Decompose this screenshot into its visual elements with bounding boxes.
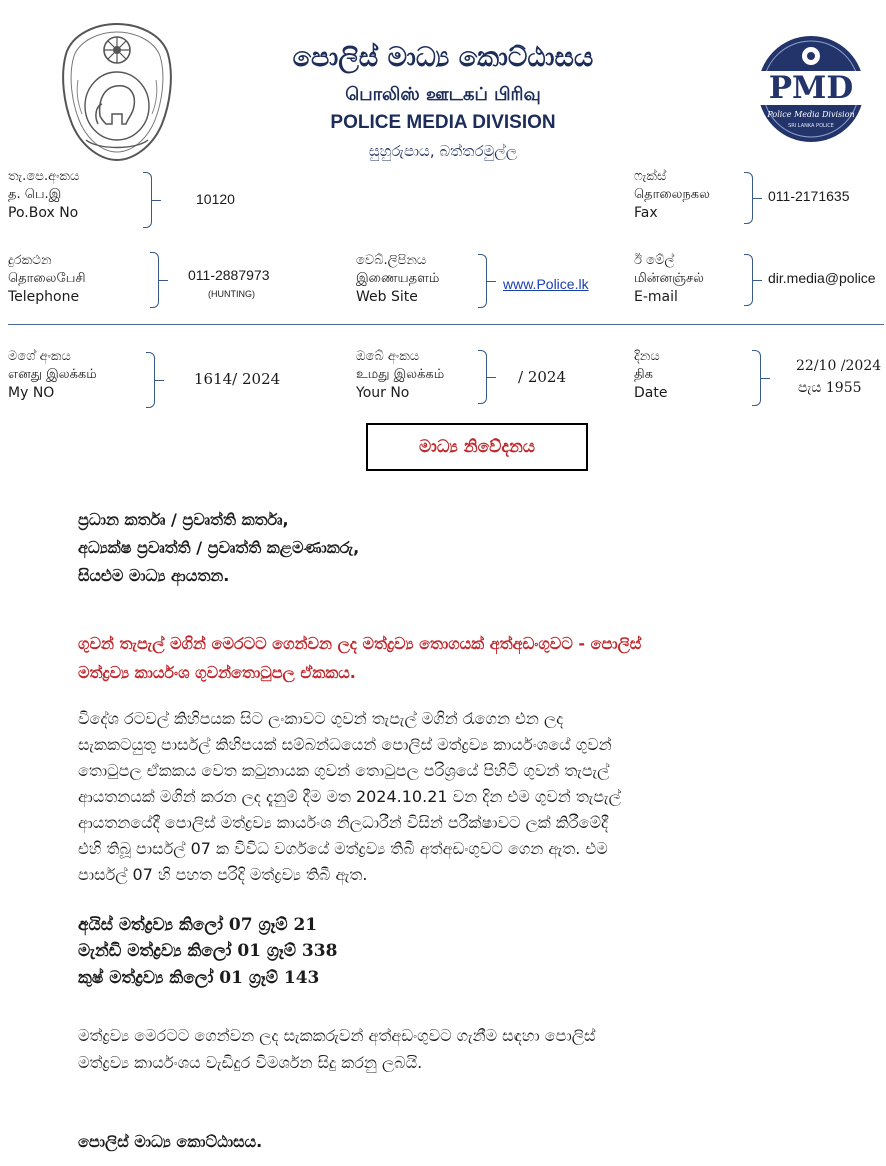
website-label-si: වෙබ්.ලිපිනය (356, 253, 427, 268)
pobox-label-ta: த. பெ.இ (8, 187, 62, 202)
your-no-value: / 2024 (518, 368, 566, 386)
my-no-label-block (8, 348, 97, 402)
drug-quantity-line: කුෂ් මත්ද්‍රව්‍ය කිලෝ 01 ග්‍රෑම් 143 (78, 968, 320, 988)
pmd-logo-text: PMD (752, 71, 870, 105)
body-paragraph-line: පාර්සල් 07 හි පහත පරිදි මත්ද්‍රව්‍ය තිබී ඇත. (78, 865, 368, 884)
notice-title-box (366, 423, 588, 471)
pobox-label-en: Po.Box No (8, 205, 79, 221)
your-no-label-en: Your No (356, 385, 410, 401)
date-label-block (634, 348, 667, 402)
your-no-label-si: ඔබේ අංකය (356, 349, 420, 364)
date-bracket (752, 350, 761, 406)
email-label-en: E-mail (634, 289, 678, 305)
pobox-value: 10120 (196, 191, 235, 207)
email-bracket (744, 254, 753, 306)
website-label-en: Web Site (356, 289, 418, 305)
website-link[interactable]: www.Police.lk (503, 276, 589, 292)
body-paragraph-line: ආයතනයක් මගින් කරන ලද දැනුම් දීම මත 2024.10.21 වන දින එම ගුවන් තැපැල් (78, 787, 621, 806)
org-title-sinhala: පොලිස් මාධ්‍ය කොට්ඨාසය (292, 42, 594, 73)
org-title-tamil: பொலிஸ் ஊடகப் பிரிவு (345, 84, 541, 105)
your-no-bracket (478, 350, 487, 404)
date-label-ta: திக (634, 367, 653, 382)
body-paragraph-line: ආයතනයේදී පොලිස් මත්ද්‍රව්‍ය කාර්යංශ නිලධාරීන් විසින් පරීක්ෂාවට ලක් කිරීමේදී (78, 813, 609, 832)
pmd-logo-sub-text: SRI LANKA POLICE (788, 123, 834, 129)
telephone-label-si: දුරකථන (8, 253, 52, 268)
closing-paragraph-line: මත්ද්‍රව්‍ය මෙරටට ගෙන්වන ලද සැකකරුවන් අත්අඩංගුවට ගැනීම සඳහා පොලිස් (78, 1026, 596, 1045)
pmd-logo-ring-text: Police Media Division (767, 110, 855, 119)
date-label-si: දිනය (634, 349, 660, 364)
email-value: dir.media@police (768, 270, 876, 286)
fax-bracket (744, 172, 753, 224)
body-paragraph-line: සැකකටයුතු පාර්සල් කිහිපයක් සම්බන්ධයෙන් පොලිස් මත්ද්‍රව්‍ය කාර්යංශයේ ගුවන් (78, 735, 612, 754)
fax-value: 011-2171635 (768, 188, 850, 204)
telephone-value: 011-2887973 (188, 267, 270, 283)
my-no-label-si: මගේ අංකය (8, 349, 71, 364)
date-label-en: Date (634, 385, 668, 401)
press-release-heading-line: ගුවන් තැපැල් මගින් මෙරටට ගෙන්වන ලද මත්ද්‍රව්‍ය තොගයක් අත්අඩංගුවට - පොලිස් (78, 634, 642, 653)
my-no-label-ta: எனது இலக்கம் (8, 367, 97, 382)
body-paragraph-line: තොටුපල ඒකකය වෙත කටුනායක ගුවන් තොටුපල පරිශ්‍රයේ පිහිටි ගුවන් තැපැල් (78, 761, 610, 780)
notice-title: මාධ්‍ය නිවේදනය (419, 437, 535, 457)
addressee-line: ප්‍රධාන කර්තෘ / ප්‍රවෘත්ති කර්තෘ, (78, 510, 289, 529)
website-label-ta: இணையதளம் (356, 271, 440, 286)
org-address: සුහුරුපාය, බත්තරමුල්ල (368, 142, 518, 160)
telephone-label-block (8, 252, 86, 306)
email-label-block (634, 252, 704, 306)
header-divider (8, 324, 884, 325)
website-bracket (478, 254, 487, 308)
drug-quantity-line: මැන්ඩි මත්ද්‍රව්‍ය කිලෝ 01 ග්‍රෑම් 338 (78, 941, 338, 961)
telephone-label-en: Telephone (8, 289, 80, 305)
drug-quantity-line: අයිස් මත්ද්‍රව්‍ය කිලෝ 07 ග්‍රෑම් 21 (78, 915, 318, 935)
signature-line: පොලිස් මාධ්‍ය කොට්ඨාසය. (78, 1132, 263, 1151)
my-no-bracket (146, 352, 155, 408)
email-label-si: ඊ මේල් (634, 253, 675, 268)
your-no-label-ta: உமது இலக்கம் (356, 367, 445, 382)
body-paragraph-line: විදේශ රටවල් කිහිපයක සිට ලංකාවට ගුවන් තැපැල් මගින් රැගෙන එන ලද (78, 709, 564, 728)
time-value: පැය 1955 (798, 380, 862, 396)
fax-label-si: ෆැක්ස් (634, 169, 667, 184)
telephone-bracket (150, 252, 159, 308)
my-no-value: 1614/ 2024 (194, 370, 281, 388)
press-release-heading-line: මත්ද්‍රව්‍ය කාර්යංශ ගුවන්තොටුපල ඒකකය. (78, 663, 356, 682)
my-no-label-en: My NO (8, 385, 55, 401)
date-value: 22/10 /2024 (796, 358, 882, 374)
addressee-line: සියළුම මාධ්‍ය ආයතන. (78, 566, 230, 585)
fax-label-ta: தொலைநகல (634, 187, 710, 202)
addressee-line: අධ්‍යක්ෂ ප්‍රවෘත්ති / ප්‍රවෘත්ති කළමණාකරු, (78, 538, 360, 557)
org-title-english: POLICE MEDIA DIVISION (330, 112, 556, 133)
pobox-label-block (8, 168, 79, 222)
telephone-label-ta: தொலைபேசி (8, 271, 86, 286)
pobox-label-si: තැ.පෙ.අංකය (8, 169, 80, 184)
closing-paragraph-line: මත්ද්‍රව්‍ය කාර්යංශය වැඩිදුර විමර්ශන සිදු කරනු ලබයි. (78, 1053, 423, 1072)
pobox-bracket (143, 172, 152, 228)
your-no-label-block (356, 348, 444, 402)
website-label-block (356, 252, 439, 306)
fax-label-en: Fax (634, 205, 658, 221)
fax-label-block (634, 168, 710, 222)
email-label-ta: மின்னஞ்சல் (634, 271, 704, 286)
telephone-note: (HUNTING) (208, 289, 255, 299)
body-paragraph-line: එහි තිබූ පාර්සල් 07 ක විවිධ වර්ගයේ මත්ද්‍රව්‍ය තිබී අත්අඩංගුවට ගෙන ඇත. එම (78, 839, 608, 858)
